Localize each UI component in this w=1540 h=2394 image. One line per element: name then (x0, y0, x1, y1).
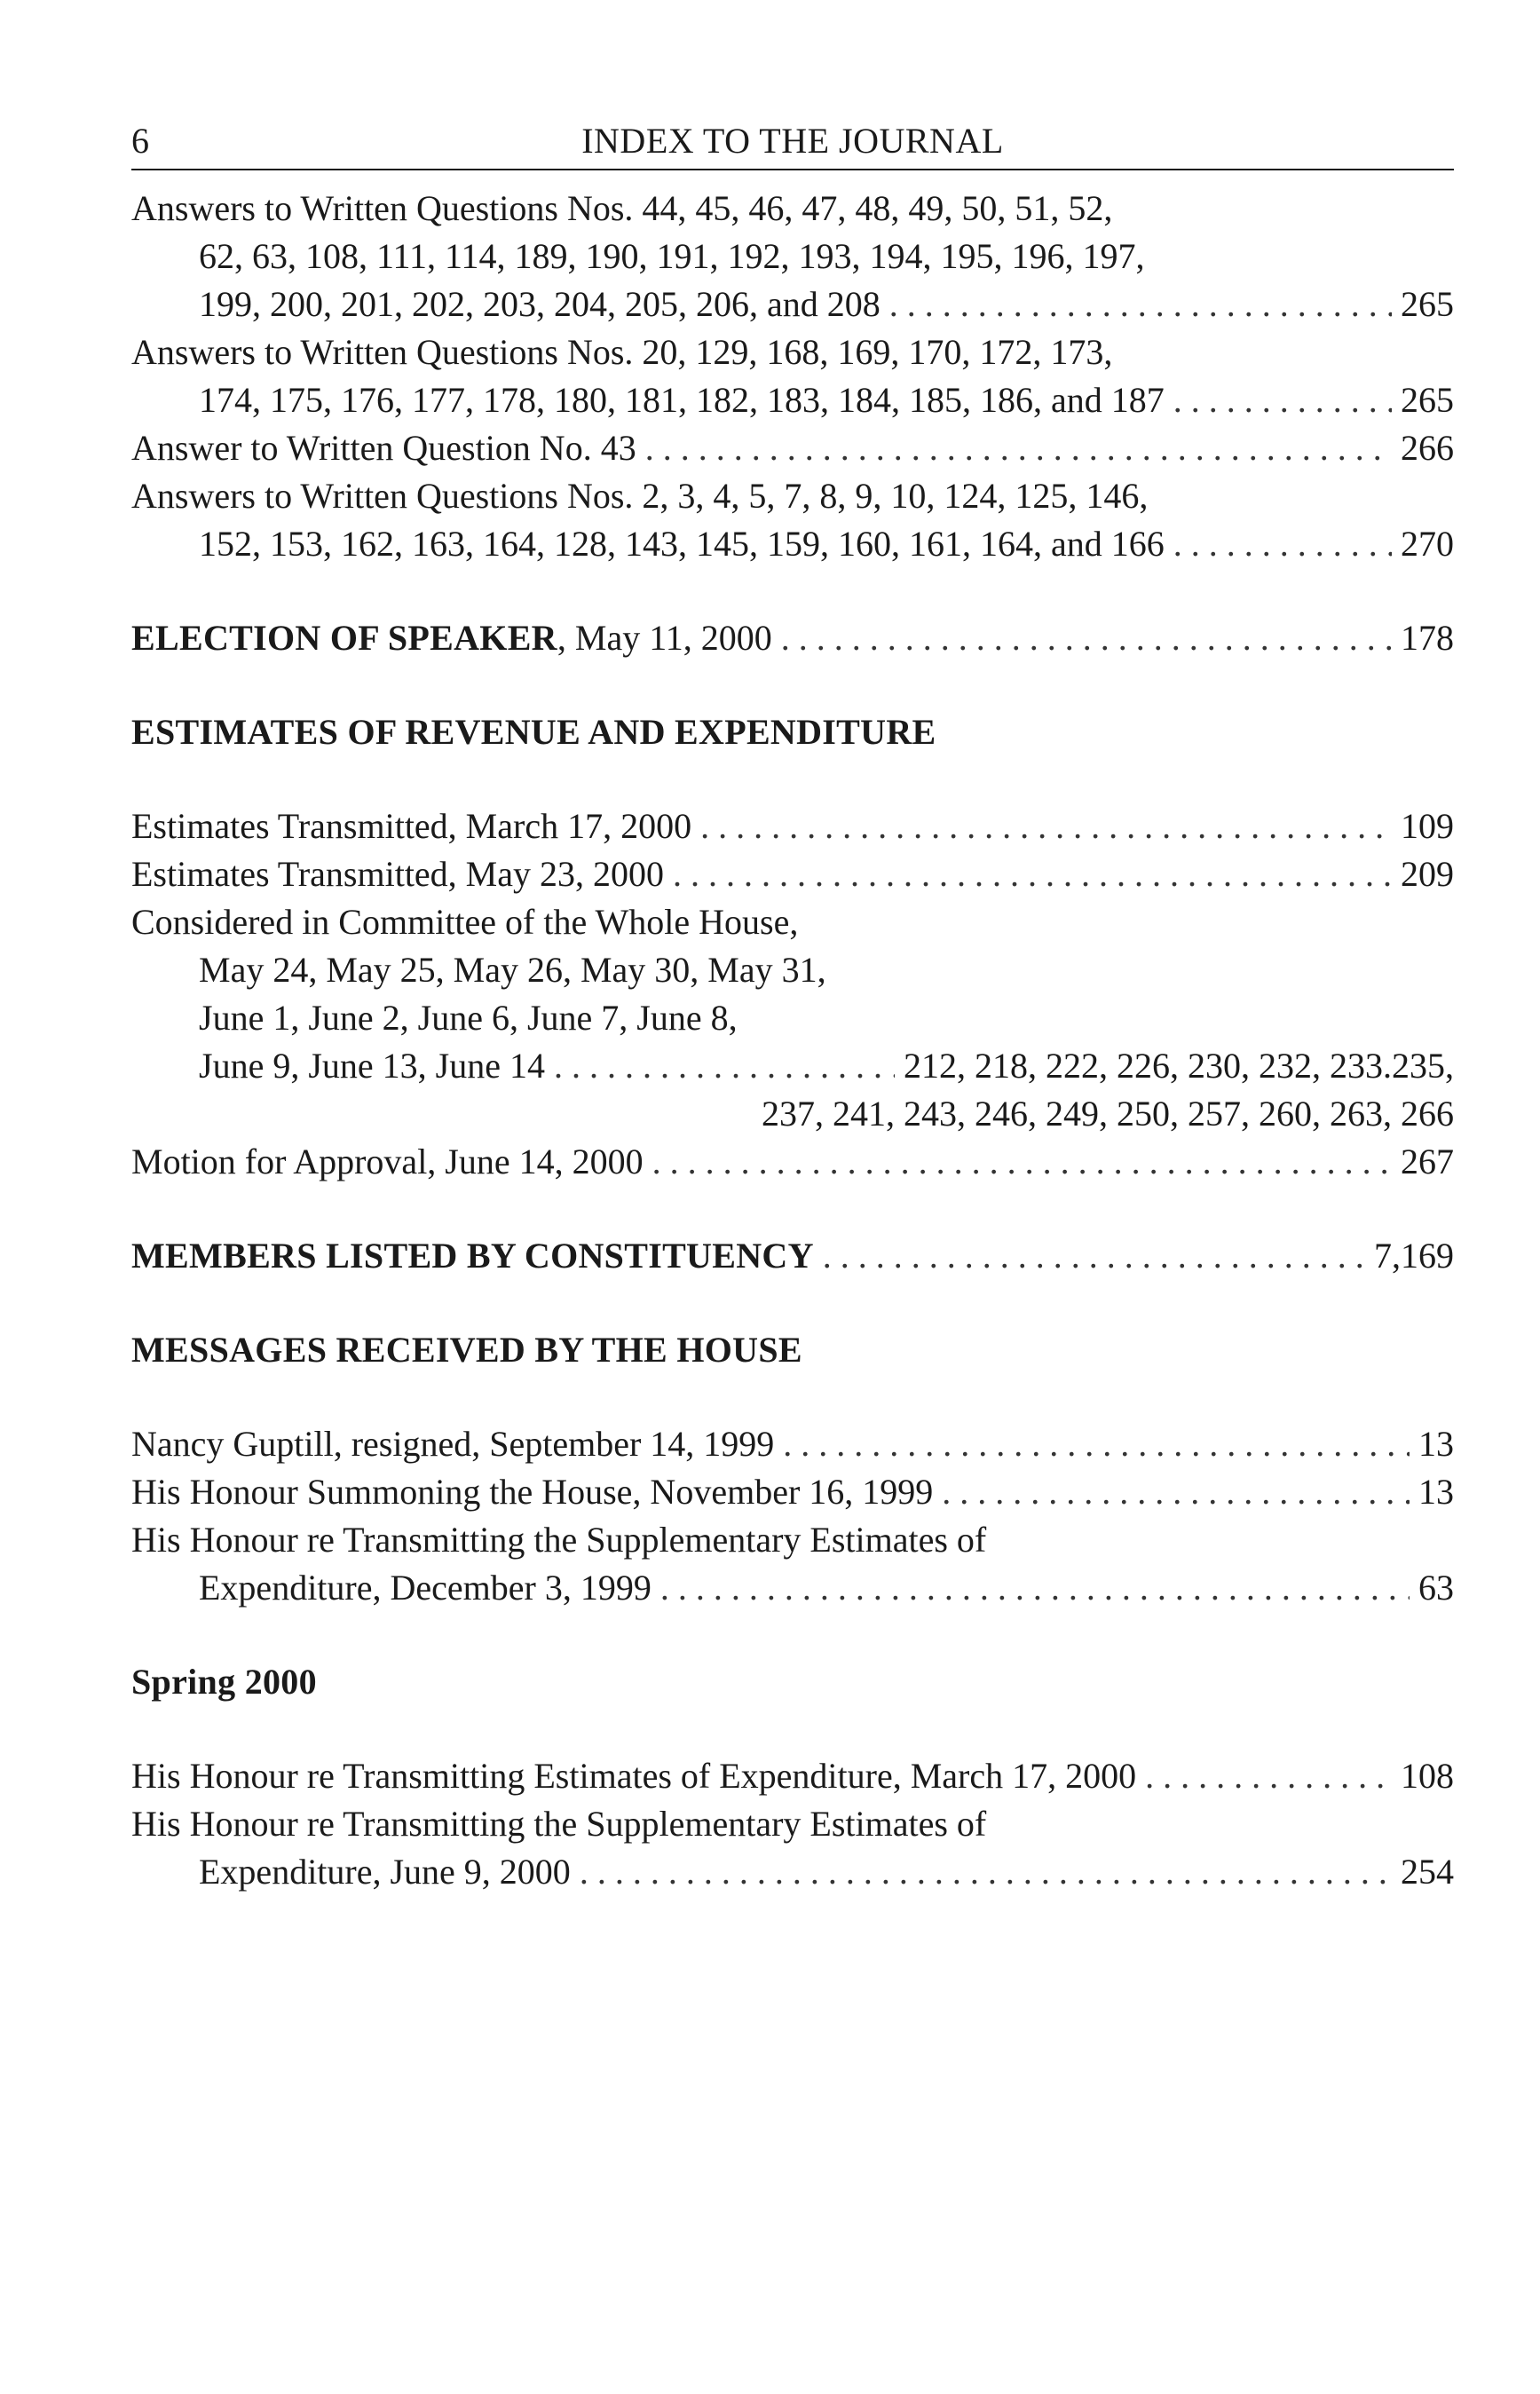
leader-dots (1173, 376, 1392, 424)
entry-text (131, 614, 781, 662)
running-title: INDEX TO THE JOURNAL (581, 121, 1004, 161)
index-entry-summoning (131, 1468, 1454, 1516)
page-reference: 63 (1418, 1568, 1454, 1608)
page-reference-continued: 237, 241, 243, 246, 249, 250, 257, 260, 263, 266 (762, 1094, 1454, 1134)
entry-text: Answer to Written Question No. 43 (131, 428, 636, 468)
page-reference: 108 (1401, 1756, 1454, 1796)
entry-text: Nancy Guptill, resigned, September 14, 1999 (131, 1424, 775, 1464)
entry-line-leader (131, 1564, 1454, 1612)
entry-text: Expenditure, June 9, 2000 (199, 1852, 571, 1892)
page-reference: 266 (1401, 428, 1454, 468)
entry-line-leader (131, 1042, 1454, 1090)
section-heading: MEMBERS LISTED BY CONSTITUENCY (131, 1236, 814, 1276)
index-entry-answer-3 (131, 424, 1454, 472)
entry-line: Answers to Written Questions Nos. 20, 129, 168, 169, 170, 172, 173, (131, 332, 1113, 372)
page-reference: 13 (1418, 1472, 1454, 1512)
index-entry-election (131, 614, 1454, 662)
entry-line: Answers to Written Questions Nos. 44, 45, 46, 47, 48, 49, 50, 51, 52, (131, 188, 1113, 228)
leader-dots (942, 1468, 1410, 1516)
leader-dots (823, 1232, 1365, 1280)
entry-line: May 24, May 25, May 26, May 30, May 31, (199, 950, 826, 990)
entry-text: 199, 200, 201, 202, 203, 204, 205, 206, and 208 (199, 284, 881, 324)
index-entry-answers-1 (131, 185, 1454, 328)
entry-line-leader (131, 1848, 1454, 1896)
index-page (131, 114, 1454, 1896)
entry-date: , May 11, 2000 (557, 618, 772, 658)
leader-dots (783, 1420, 1410, 1468)
index-entry-supp-december (131, 1516, 1454, 1612)
section-heading: ESTIMATES OF REVENUE AND EXPENDITURE (131, 712, 936, 752)
entry-line-leader (131, 424, 1454, 472)
entry-text: Estimates Transmitted, March 17, 2000 (131, 806, 692, 846)
index-entry-considered (131, 898, 1454, 1138)
page-reference: 178 (1401, 618, 1454, 658)
page-reference: 265 (1401, 380, 1454, 420)
leader-dots (652, 1138, 1392, 1186)
entry-line: 62, 63, 108, 111, 114, 189, 190, 191, 192, 193, 194, 195, 196, 197, (199, 236, 1145, 276)
leader-dots (660, 1564, 1410, 1612)
leader-dots (673, 850, 1392, 898)
entry-line: Considered in Committee of the Whole House, (131, 902, 799, 942)
index-entry-supp-june (131, 1800, 1454, 1896)
index-content (131, 185, 1454, 1896)
subsection-heading: Spring 2000 (131, 1662, 317, 1702)
entry-line-leader (131, 376, 1454, 424)
section-heading: ELECTION OF SPEAKER (131, 618, 557, 658)
page-reference: 270 (1401, 524, 1454, 564)
page-reference: 209 (1401, 854, 1454, 894)
index-entry-answers-2 (131, 328, 1454, 424)
entry-text: His Honour re Transmitting Estimates of Expenditure, March 17, 2000 (131, 1756, 1137, 1796)
entry-line: His Honour re Transmitting the Supplementary Estimates of (131, 1804, 987, 1844)
leader-dots (700, 802, 1392, 850)
page-reference: 109 (1401, 806, 1454, 846)
leader-dots (554, 1042, 895, 1090)
entry-text: Expenditure, December 3, 1999 (199, 1568, 652, 1608)
leader-dots (1173, 520, 1392, 568)
entry-line: Answers to Written Questions Nos. 2, 3, 4, 5, 7, 8, 9, 10, 124, 125, 146, (131, 476, 1149, 516)
leader-dots (781, 614, 1392, 662)
page-number: 6 (131, 121, 149, 161)
leader-dots (1145, 1752, 1392, 1800)
index-entry-estimates-march-message (131, 1752, 1454, 1800)
page-reference: 254 (1401, 1852, 1454, 1892)
index-entry-estimates-march (131, 802, 1454, 850)
entry-line: His Honour re Transmitting the Supplementary Estimates of (131, 1520, 987, 1560)
entry-text: His Honour Summoning the House, November 16, 1999 (131, 1472, 934, 1512)
index-entry-answers-4 (131, 472, 1454, 568)
leader-dots (889, 280, 1392, 328)
index-entry-members (131, 1232, 1454, 1280)
entry-text: 152, 153, 162, 163, 164, 128, 143, 145, 159, 160, 161, 164, and 166 (199, 524, 1165, 564)
entry-line-leader (131, 280, 1454, 328)
index-entry-approval (131, 1138, 1454, 1186)
entry-line: June 1, June 2, June 6, June 7, June 8, (199, 998, 738, 1038)
leader-dots (580, 1848, 1392, 1896)
entry-text: June 9, June 13, June 14 (199, 1046, 545, 1086)
leader-dots (645, 424, 1392, 472)
entry-text: Estimates Transmitted, May 23, 2000 (131, 854, 664, 894)
index-entry-guptill (131, 1420, 1454, 1468)
section-heading: MESSAGES RECEIVED BY THE HOUSE (131, 1330, 802, 1370)
page-reference: 13 (1418, 1424, 1454, 1464)
page-reference: 7,169 (1374, 1236, 1454, 1276)
page-header (131, 114, 1454, 170)
entry-line-leader (131, 520, 1454, 568)
page-reference: 265 (1401, 284, 1454, 324)
entry-text: Motion for Approval, June 14, 2000 (131, 1142, 644, 1181)
page-reference: 212, 218, 222, 226, 230, 232, 233.235, (904, 1046, 1454, 1086)
index-entry-estimates-may (131, 850, 1454, 898)
page-reference: 267 (1401, 1142, 1454, 1181)
entry-text: 174, 175, 176, 177, 178, 180, 181, 182, 183, 184, 185, 186, and 187 (199, 380, 1165, 420)
